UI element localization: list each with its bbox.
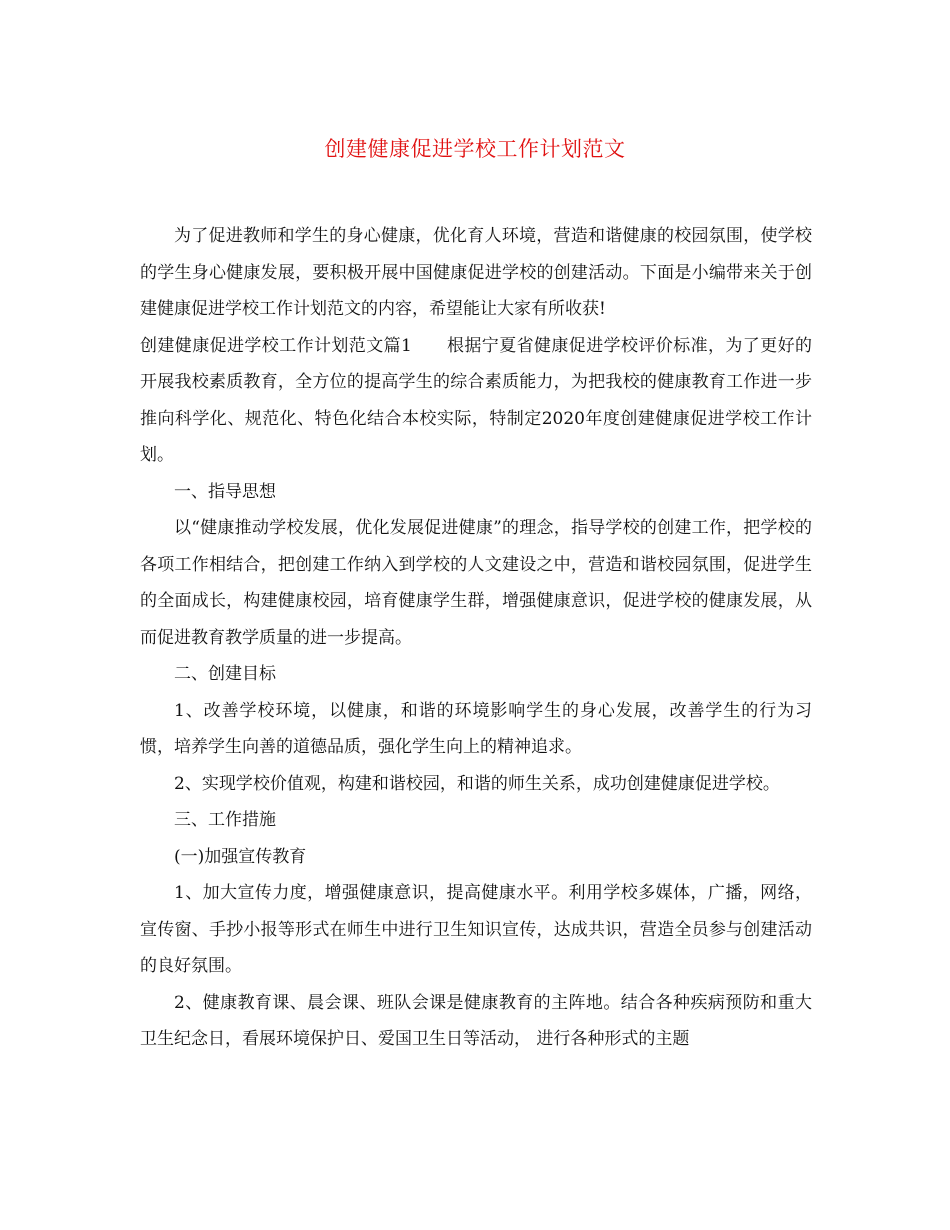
paragraph-plan-intro: 创建健康促进学校工作计划范文篇1 根据宁夏省健康促进学校评价标准，为了更好的开展我校素质教育，全方位的提高学生的综合素质能力，为把我校的健康教育工作进一步推向科学化、规范化、特色化结合本校实际，特制定2020年度创建健康促进学校工作计划。	[140, 335, 812, 465]
document-body	[140, 218, 812, 1058]
subsection-heading-publicity: (一)加强宣传教育	[174, 846, 307, 867]
paragraph-goal-1: 1、改善学校环境，以健康，和谐的环境影响学生的身心发展，改善学生的行为习惯，培养学生向善的道德品质，强化学生向上的精神追求。	[140, 700, 812, 757]
paragraph-measure-2: 2、健康教育课、晨会课、班队会课是健康教育的主阵地。结合各种疾病预防和重大卫生纪念日，看展环境保护日、爱国卫生日等活动， 进行各种形式的主题	[140, 992, 812, 1049]
paragraph-measure-1: 1、加大宣传力度，增强健康意识，提高健康水平。利用学校多媒体，广播，网络，宣传窗、手抄小报等形式在师生中进行卫生知识宣传，达成共识，营造全员参与创建活动的良好氛围。	[140, 883, 812, 976]
section-heading-measures: 三、工作措施	[174, 810, 276, 830]
section-heading-goals: 二、创建目标	[174, 664, 276, 684]
paragraph-guiding-ideology: 以“健康推动学校发展，优化发展促进健康”的理念，指导学校的创建工作，把学校的各项工作相结合，把创建工作纳入到学校的人文建设之中，营造和谐校园氛围，促进学生的全面成长，构建健康校园，培育健康学生群，增强健康意识，促进学校的健康发展，从而促进教育教学质量的进一步提高。	[140, 518, 812, 648]
paragraph-intro: 为了促进教师和学生的身心健康，优化育人环境，营造和谐健康的校园氛围，使学校的学生身心健康发展，要积极开展中国健康促进学校的创建活动。下面是小编带来关于创建健康促进学校工作计划范文的内容，希望能让大家有所收获!	[140, 226, 812, 319]
document-title: 创建健康促进学校工作计划范文	[324, 137, 626, 161]
paragraph-goal-2: 2、实现学校价值观，构建和谐校园，和谐的师生关系，成功创建健康促进学校。	[174, 773, 780, 794]
section-heading-guiding-ideology: 一、指导思想	[174, 481, 276, 502]
